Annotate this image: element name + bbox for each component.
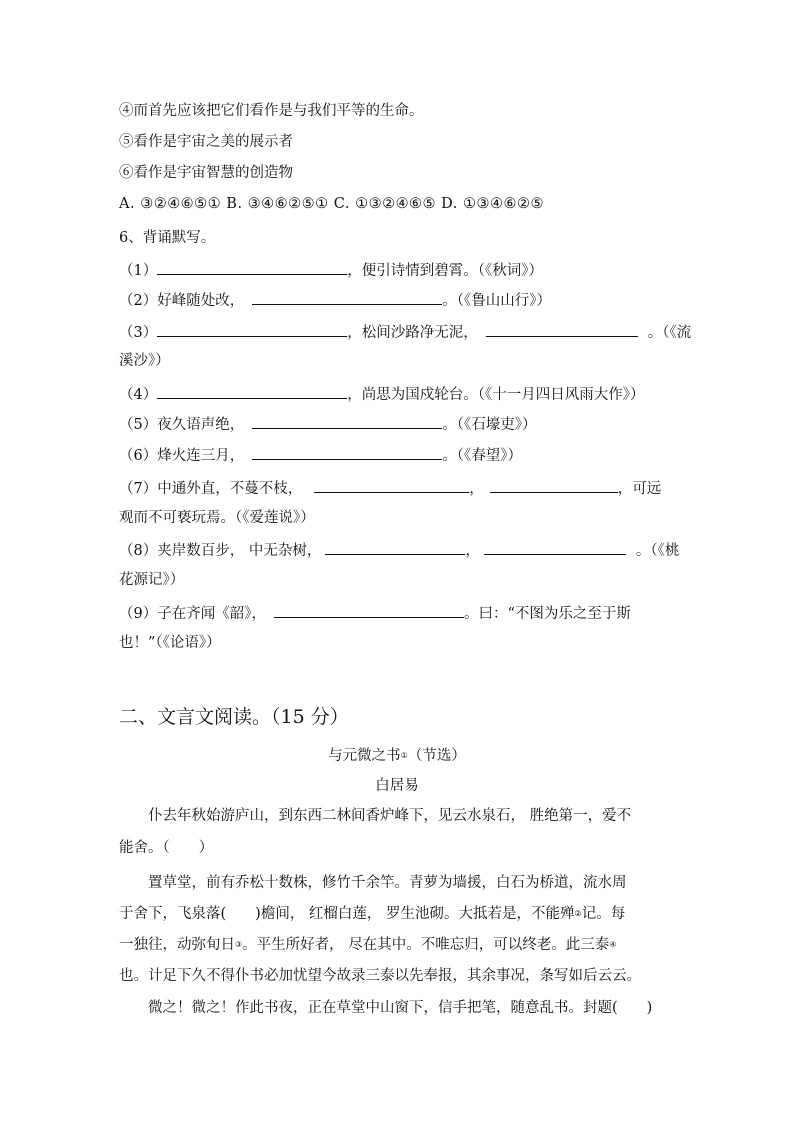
answer-blank[interactable] bbox=[252, 414, 442, 429]
answer-blank[interactable] bbox=[325, 540, 465, 555]
dictation-item-6 bbox=[119, 445, 522, 466]
item-number: （1） bbox=[119, 263, 158, 279]
paragraph-text: 一独往，动弥旬日 bbox=[119, 937, 235, 953]
item-text: （7）中通外直，不蔓不枝， bbox=[119, 481, 303, 497]
item-text: ，松间沙路净无泥， bbox=[347, 325, 478, 341]
paragraph-2-line-1: 置草堂，前有乔松十数株，修竹千余竿。青萝为墙援，白石为桥道，流水周 bbox=[148, 875, 627, 891]
dictation-item-3 bbox=[119, 322, 691, 343]
paragraph-1-line-1: 仆去年秋始游庐山，到东西二林间香炉峰下，见云水泉石， 胜绝第一，爱不 bbox=[148, 808, 632, 824]
paragraph-2-line-2 bbox=[119, 904, 625, 924]
item-text: （5）夜久语声绝， bbox=[119, 417, 245, 433]
answer-choices: A. ③②④⑥⑤① B. ③④⑥②⑤① C. ①③②④⑥⑤ D. ①③④⑥②⑤ bbox=[119, 196, 544, 212]
paragraph-2-line-4: 也。计足下久不得仆书必加忧望今故录三泰以先奉报，其余事况，条写如后云云。 bbox=[119, 968, 641, 984]
answer-blank[interactable] bbox=[157, 384, 347, 399]
dictation-item-8 bbox=[119, 540, 679, 561]
answer-blank[interactable] bbox=[157, 322, 347, 337]
item-text: （9）子在齐闻《韶》， bbox=[119, 606, 266, 622]
item-text: （6）烽火连三月， bbox=[119, 448, 245, 464]
paragraph-text: 于舍下，飞泉落( )檐间， 红榴白莲， 罗生池砌。大抵若是，不能殚 bbox=[119, 906, 575, 922]
item-text: 。（《石壕吏》） bbox=[442, 417, 537, 433]
paragraph-text: 记。每 bbox=[581, 906, 626, 922]
item-text: ，尚思为国戍轮台。（《十一月四日风雨大作》） bbox=[347, 387, 645, 403]
section-heading: 二、文言文阅读。（15 分） bbox=[119, 706, 349, 728]
item-text: 。（《桃 bbox=[635, 543, 680, 559]
item-text: 。（《流 bbox=[647, 325, 692, 341]
dictation-item-1 bbox=[119, 260, 543, 281]
paragraph-3-line-1: 微之！微之！作此书夜，正在草堂中山窗下，信手把笔，随意乱书。封题( ) bbox=[148, 1000, 653, 1016]
footnote-marker: ① bbox=[400, 751, 408, 760]
footnote-marker: ② bbox=[574, 909, 582, 918]
item-number: （4） bbox=[119, 387, 158, 403]
footnote-marker: ③ bbox=[235, 940, 243, 949]
passage-author: 白居易 bbox=[375, 778, 419, 794]
item-text: 。（《鲁山山行》） bbox=[442, 293, 551, 309]
dictation-item-5 bbox=[119, 414, 536, 435]
item-text: （2）好峰随处改， bbox=[119, 293, 245, 309]
answer-blank[interactable] bbox=[274, 603, 464, 618]
answer-blank[interactable] bbox=[484, 540, 626, 555]
paragraph-2-line-3 bbox=[119, 935, 616, 955]
dictation-item-7-cont: 观而不可亵玩焉。（《爱莲说》） bbox=[119, 510, 315, 526]
item-text: ， bbox=[465, 543, 480, 559]
item-text: （8）夹岸数百步， 中无杂树， bbox=[119, 543, 322, 559]
option-6: ⑥看作是宇宙智慧的创造物 bbox=[119, 165, 293, 181]
item-text: 。曰：“不图为乐之至于斯 bbox=[463, 606, 631, 622]
passage-title-text: 与元微之书 bbox=[328, 748, 401, 764]
dictation-item-8-cont: 花源记》） bbox=[119, 572, 185, 588]
passage-title-tail: （节选） bbox=[407, 748, 466, 764]
option-4: ④而首先应该把它们看作是与我们平等的生命。 bbox=[119, 103, 424, 119]
dictation-item-9 bbox=[119, 603, 631, 624]
answer-blank[interactable] bbox=[252, 445, 442, 460]
dictation-item-4 bbox=[119, 384, 644, 405]
item-text: 。（《春望》） bbox=[442, 448, 522, 464]
paragraph-text: 。平生所好者， 尽在其中。不唯忘归，可以终老。此三泰 bbox=[242, 937, 610, 953]
dictation-item-9-cont: 也！”（《论语》） bbox=[119, 635, 221, 651]
item-text: ，可远 bbox=[617, 481, 662, 497]
answer-blank[interactable] bbox=[486, 322, 638, 337]
answer-blank[interactable] bbox=[490, 478, 618, 493]
answer-blank[interactable] bbox=[157, 260, 347, 275]
question-6-title: 6、背诵默写。 bbox=[119, 230, 216, 246]
footnote-marker: ④ bbox=[609, 940, 617, 949]
answer-blank[interactable] bbox=[252, 290, 442, 305]
dictation-item-2 bbox=[119, 290, 551, 311]
item-text: ， bbox=[469, 481, 484, 497]
paragraph-1-line-2: 能舍。（ ） bbox=[119, 840, 214, 856]
dictation-item-3-cont: 溪沙》） bbox=[119, 353, 170, 369]
dictation-item-7 bbox=[119, 478, 661, 499]
passage-title bbox=[0, 746, 794, 766]
option-5: ⑤看作是宇宙之美的展示者 bbox=[119, 134, 293, 150]
item-number: （3） bbox=[119, 325, 158, 341]
item-text: ，便引诗情到碧霄。（《秋词》） bbox=[347, 263, 543, 279]
answer-blank[interactable] bbox=[314, 478, 469, 493]
